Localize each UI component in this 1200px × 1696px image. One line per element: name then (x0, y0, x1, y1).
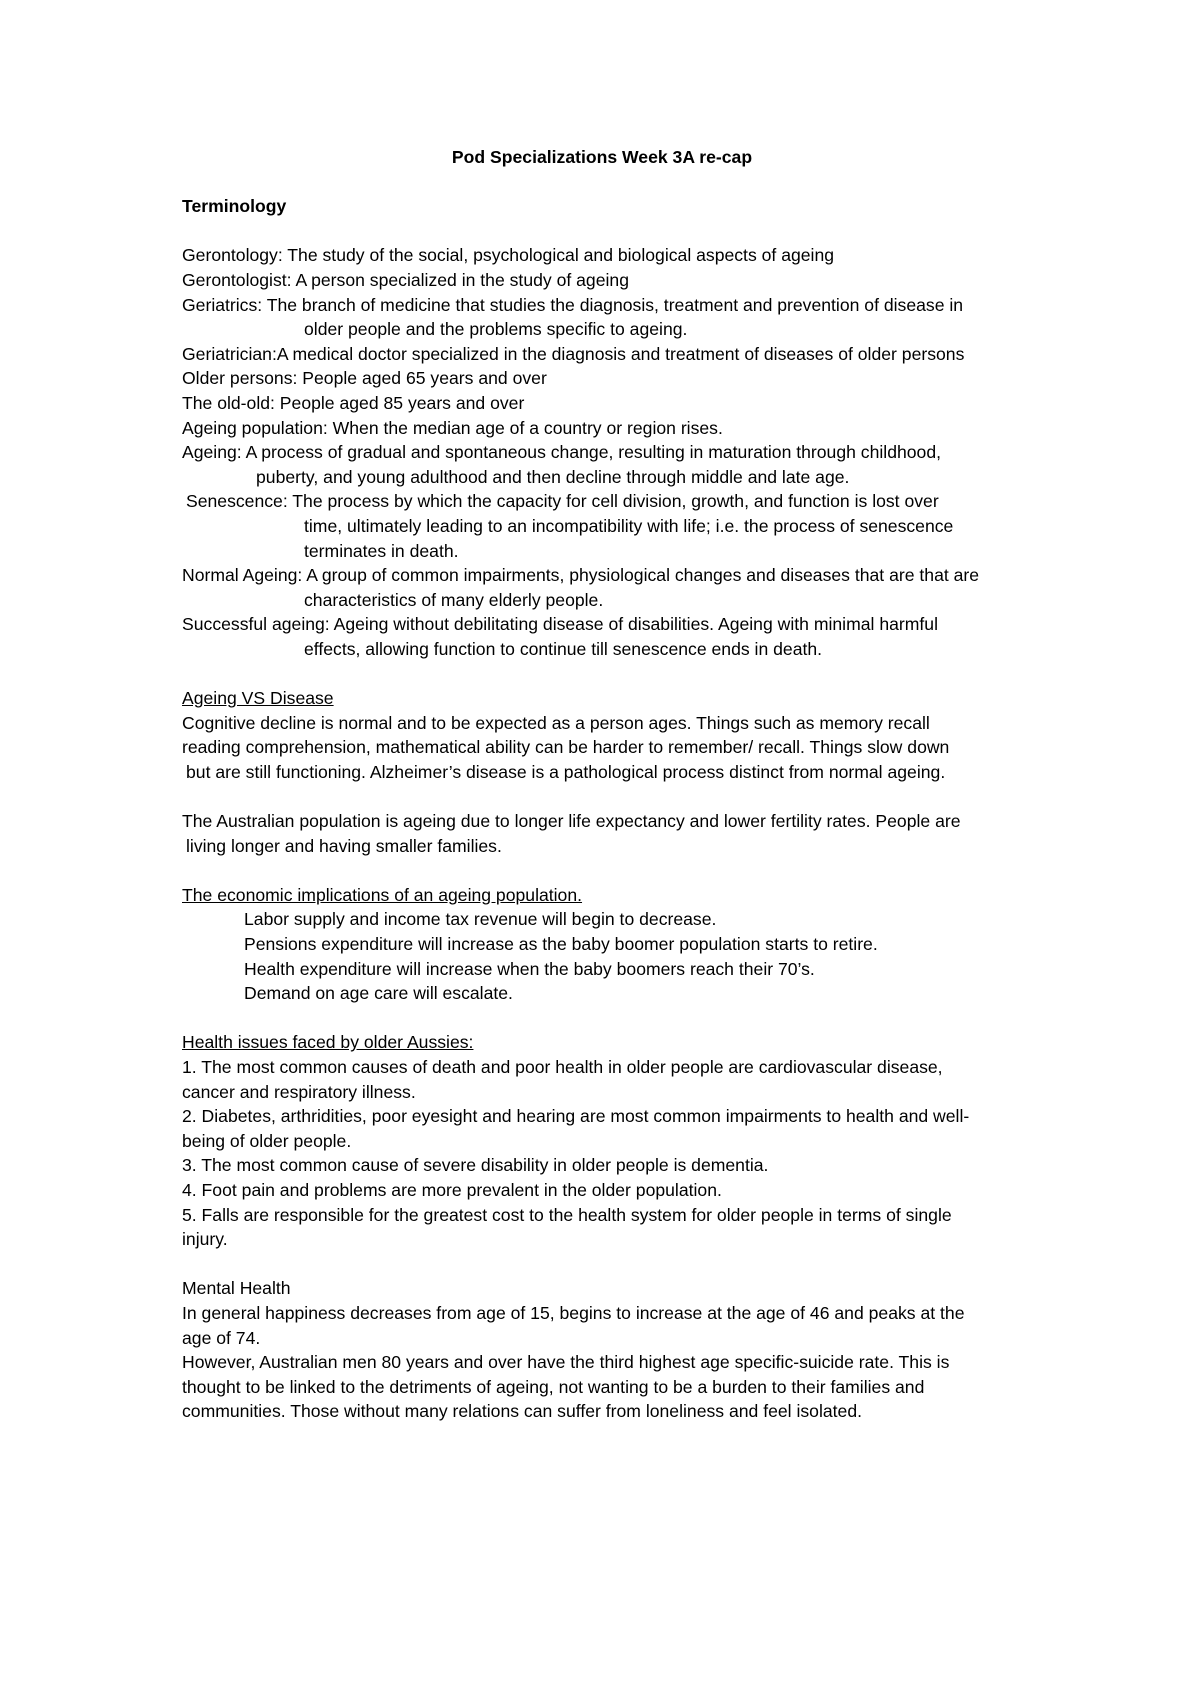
mental-health-line: thought to be linked to the detriments of ageing, not wanting to be a burden to their families and (182, 1376, 925, 1397)
page-title: Pod Specializations Week 3A re-cap (451, 147, 753, 167)
health-issue-line: being of older people. (182, 1130, 352, 1151)
economic-item: Labor supply and income tax revenue will begin to decrease. (244, 909, 717, 930)
health-issue-line: injury. (182, 1229, 228, 1250)
term-gerontology: Gerontology: The study of the social, psychological and biological aspects of ageing (182, 245, 835, 266)
term-normal-ageing-cont: characteristics of many elderly people. (304, 589, 604, 610)
paragraph-line: but are still functioning. Alzheimer’s disease is a pathological process distinct from normal ageing. (186, 761, 946, 782)
term-normal-ageing: Normal Ageing: A group of common impairments, physiological changes and diseases that are that are (182, 565, 980, 586)
health-issue-line: 1. The most common causes of death and poor health in older people are cardiovascular disease, (182, 1056, 943, 1077)
health-issues-heading: Health issues faced by older Aussies: (182, 1032, 474, 1053)
paragraph-line: The Australian population is ageing due to longer life expectancy and lower fertility rates. People are (182, 811, 961, 832)
term-geriatrics-cont: older people and the problems specific to ageing. (304, 319, 688, 340)
term-successful-ageing-cont: effects, allowing function to continue till senescence ends in death. (304, 638, 823, 659)
health-issue-line: 4. Foot pain and problems are more prevalent in the older population. (182, 1179, 722, 1200)
term-gerontologist: Gerontologist: A person specialized in the study of ageing (182, 269, 629, 290)
term-senescence: Senescence: The process by which the capacity for cell division, growth, and function is lost over (186, 491, 939, 512)
health-issue-line: 3. The most common cause of severe disability in older people is dementia. (182, 1155, 769, 1176)
spacer (182, 219, 1062, 244)
paragraph-line: reading comprehension, mathematical ability can be harder to remember/ recall. Things slow down (182, 737, 950, 758)
mental-health-line: However, Australian men 80 years and over have the third highest age specific-suicide rate. This is (182, 1352, 950, 1373)
paragraph-line: Cognitive decline is normal and to be expected as a person ages. Things such as memory recall (182, 712, 930, 733)
economic-heading: The economic implications of an ageing population. (182, 884, 583, 905)
mental-health-line: In general happiness decreases from age of 15, begins to increase at the age of 46 and peaks at the (182, 1302, 965, 1323)
term-geriatrician: Geriatrician:A medical doctor specialized in the diagnosis and treatment of diseases of older persons (182, 343, 965, 364)
term-older-persons: Older persons: People aged 65 years and over (182, 368, 547, 389)
term-geriatrics: Geriatrics: The branch of medicine that studies the diagnosis, treatment and prevention of disease in (182, 294, 964, 315)
term-ageing-population: Ageing population: When the median age of a country or region rises. (182, 417, 723, 438)
term-senescence-cont: terminates in death. (304, 540, 459, 561)
ageing-vs-disease-heading: Ageing VS Disease (182, 688, 334, 709)
economic-item: Demand on age care will escalate. (244, 983, 513, 1004)
mental-health-line: communities. Those without many relations can suffer from loneliness and feel isolated. (182, 1401, 862, 1422)
health-issue-line: 5. Falls are responsible for the greatest cost to the health system for older people in terms of single (182, 1204, 952, 1225)
economic-item: Health expenditure will increase when the baby boomers reach their 70’s. (244, 958, 815, 979)
mental-health-heading: Mental Health (182, 1278, 291, 1299)
health-issue-line: 2. Diabetes, arthridities, poor eyesight and hearing are most common impairments to health and well- (182, 1106, 970, 1127)
spacer (182, 784, 1062, 809)
term-old-old: The old-old: People aged 85 years and over (182, 392, 525, 413)
spacer (182, 1006, 1062, 1031)
spacer (182, 1252, 1062, 1277)
spacer (182, 858, 1062, 883)
terminology-heading: Terminology (182, 196, 287, 217)
health-issue-line: cancer and respiratory illness. (182, 1081, 416, 1102)
mental-health-line: age of 74. (182, 1327, 261, 1348)
document-body (182, 145, 1062, 1424)
economic-item: Pensions expenditure will increase as the baby boomer population starts to retire. (244, 934, 878, 954)
paragraph-line: living longer and having smaller families. (186, 835, 502, 856)
term-successful-ageing: Successful ageing: Ageing without debilitating disease of disabilities. Ageing with minimal harmful (182, 614, 938, 635)
term-senescence-cont: time, ultimately leading to an incompatibility with life; i.e. the process of senescence (304, 515, 954, 536)
term-ageing-cont: puberty, and young adulthood and then decline through middle and late age. (256, 466, 850, 487)
spacer (182, 661, 1062, 686)
term-ageing: Ageing: A process of gradual and spontaneous change, resulting in maturation through childhood, (182, 442, 942, 463)
